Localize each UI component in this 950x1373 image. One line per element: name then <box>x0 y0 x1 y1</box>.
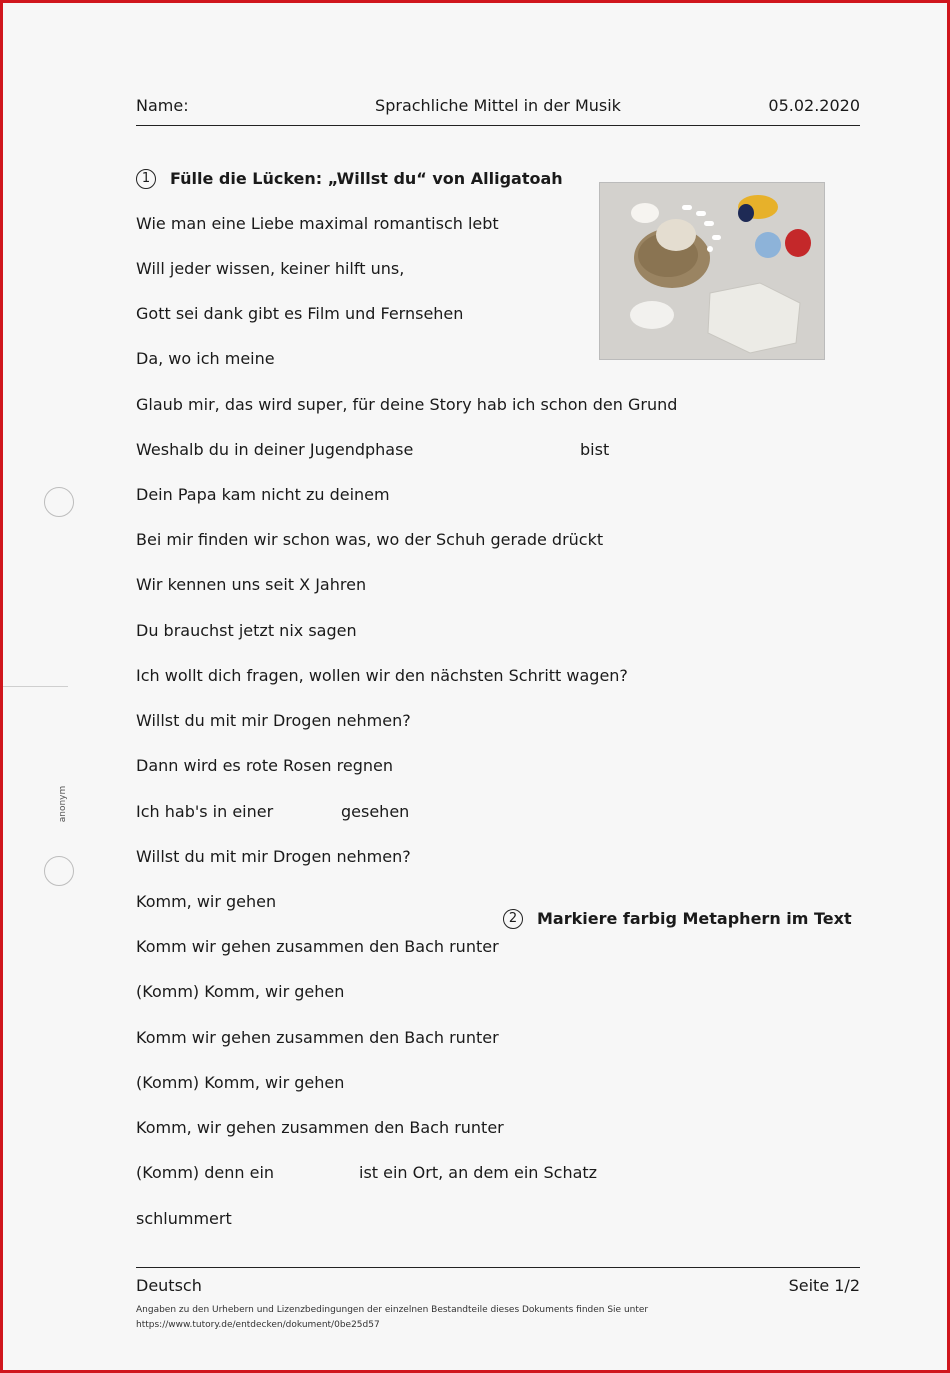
lyric-line-21: Komm, wir gehen zusammen den Bach runter <box>136 1118 504 1137</box>
fold-mark <box>3 686 68 687</box>
anonym-side-label: anonym <box>58 785 68 823</box>
lyric-line-14-tail: gesehen <box>341 802 410 821</box>
lyric-line-3: Gott sei dank gibt es Film und Fernsehen <box>136 304 464 323</box>
lyric-line-18: (Komm) Komm, wir gehen <box>136 982 345 1001</box>
footer-subject: Deutsch <box>136 1276 202 1295</box>
drugs-photo <box>599 182 825 360</box>
lyric-line-15: Willst du mit mir Drogen nehmen? <box>136 847 411 866</box>
lyric-line-13: Dann wird es rote Rosen regnen <box>136 756 393 775</box>
worksheet-date: 05.02.2020 <box>768 96 860 115</box>
punch-hole-bottom <box>44 856 74 886</box>
drugs-photo-illustration <box>600 183 824 359</box>
lyric-line-10: Du brauchst jetzt nix sagen <box>136 621 357 640</box>
lyric-line-6: Weshalb du in deiner Jugendphase <box>136 440 414 459</box>
lyric-line-17: Komm wir gehen zusammen den Bach runter <box>136 937 499 956</box>
lyric-line-16: Komm, wir gehen <box>136 892 277 911</box>
footer-license-note: Angaben zu den Urhebern und Lizenzbedingungen der einzelnen Bestandteile dieses Dokuments finden Sie unter <box>136 1305 649 1315</box>
lyric-line-9: Wir kennen uns seit X Jahren <box>136 575 367 594</box>
task-1-heading <box>136 168 563 190</box>
lyric-line-1: Wie man eine Liebe maximal romantisch lebt <box>136 214 499 233</box>
lyric-line-22-tail: ist ein Ort, an dem ein Schatz <box>359 1163 598 1182</box>
task-2-number: 2 <box>503 909 523 929</box>
lyric-line-11: Ich wollt dich fragen, wollen wir den nächsten Schritt wagen? <box>136 666 628 685</box>
footer-page-number: Seite 1/2 <box>788 1276 860 1295</box>
lyric-line-2: Will jeder wissen, keiner hilft uns, <box>136 259 405 278</box>
lyric-line-14: Ich hab's in einer <box>136 802 274 821</box>
lyric-line-8: Bei mir finden wir schon was, wo der Schuh gerade drückt <box>136 530 604 549</box>
task-2-title: Markiere farbig Metaphern im Text <box>537 909 852 928</box>
lyric-line-19: Komm wir gehen zusammen den Bach runter <box>136 1028 499 1047</box>
lyric-line-20: (Komm) Komm, wir gehen <box>136 1073 345 1092</box>
lyric-line-23: schlummert <box>136 1209 232 1228</box>
header-divider <box>136 125 860 126</box>
lyric-line-22: (Komm) denn ein <box>136 1163 275 1182</box>
footer-license-url: https://www.tutory.de/entdecken/dokument/0be25d57 <box>136 1320 380 1330</box>
lyric-line-12: Willst du mit mir Drogen nehmen? <box>136 711 411 730</box>
task-1-title: Fülle die Lücken: „Willst du“ von Alligatoah <box>170 169 563 188</box>
footer-divider <box>136 1267 860 1268</box>
lyric-line-7: Dein Papa kam nicht zu deinem <box>136 485 390 504</box>
task-1-number: 1 <box>136 169 156 189</box>
punch-hole-top <box>44 487 74 517</box>
lyric-line-6-tail: bist <box>580 440 610 459</box>
worksheet-title: Sprachliche Mittel in der Musik <box>375 96 621 115</box>
task-2-heading <box>503 908 852 930</box>
lyric-line-4: Da, wo ich meine <box>136 349 275 368</box>
name-label: Name: <box>136 96 189 115</box>
lyric-line-5: Glaub mir, das wird super, für deine Story hab ich schon den Grund <box>136 395 678 414</box>
